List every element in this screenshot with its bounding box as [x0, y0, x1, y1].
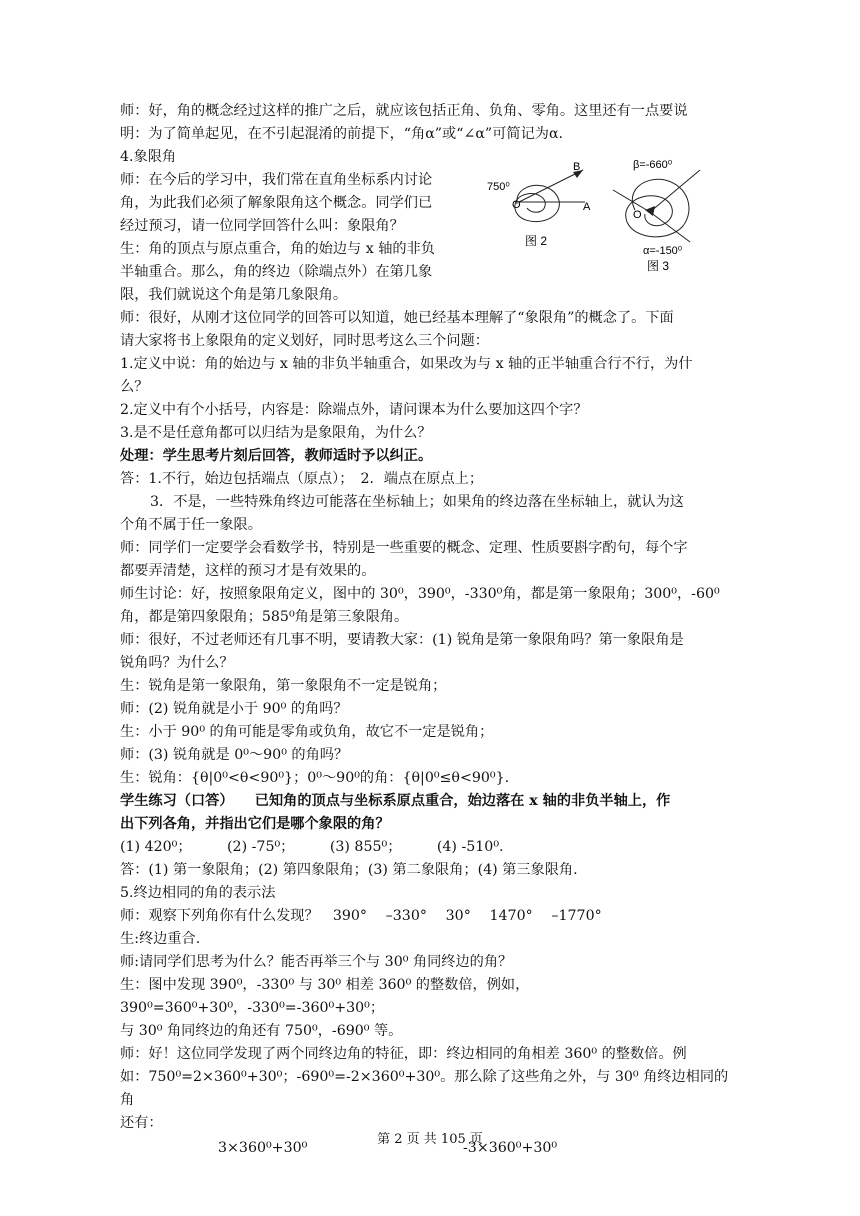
text-line: 生：小于 90⁰ 的角可能是零角或负角，故它不一定是锐角； — [120, 724, 494, 740]
text-line: 个角不属于任一象限。 — [120, 517, 262, 533]
text-line: 师:请同学们思考为什么？能否再举三个与 30⁰ 角同终边的角？ — [120, 954, 513, 970]
text-line: 生：图中发现 390⁰，-330⁰ 与 30⁰ 相差 360⁰ 的整数倍，例如，390⁰=360⁰+30⁰，-330⁰=-360⁰+30⁰； — [120, 977, 530, 1016]
text-line: 限，我们就说这个角是第几象限角。 — [120, 287, 348, 303]
figure-2 — [515, 170, 585, 222]
figure-2-origin-label: O — [512, 199, 521, 211]
text-line: 学生练习（口答） 已知角的顶点与坐标系原点重合，始边落在 x 轴的非负半轴上，作 — [120, 793, 671, 809]
figure-3-origin-label: O — [633, 209, 642, 221]
angle-diagrams — [485, 150, 715, 280]
text-line: 生：锐角：{θ|0⁰<θ<90⁰}；0⁰～90⁰的角：{θ|0⁰≤θ<90⁰}. — [120, 770, 510, 786]
text-line: 么？ — [120, 379, 149, 395]
text-line: 出下列各角，并指出它们是哪个象限的角？ — [120, 816, 390, 832]
text-line: 如：750⁰=2×360⁰+30⁰；-690⁰=-2×360⁰+30⁰。那么除了这些角之外，与 30⁰ 角终边相同的角 — [120, 1069, 729, 1108]
text-line: 师：好！这位同学发现了两个同终边角的特征，即：终边相同的角相差 360⁰ 的整数倍。例 — [120, 1046, 687, 1062]
text-line: (1) 420⁰； (2) -75⁰； (3) 855⁰； (4) -510⁰. — [120, 839, 504, 855]
figure-3 — [613, 170, 700, 242]
text-line: 与 30⁰ 角同终边的角还有 750⁰，-690⁰ 等。 — [120, 1023, 403, 1039]
text-line: 生:终边重合. — [120, 931, 201, 947]
figure-2-point-a-label: A — [583, 201, 591, 213]
text-line: 3．不是，一些特殊角终边可能落在坐标轴上；如果角的终边落在坐标轴上，就认为这 — [150, 494, 684, 510]
figure-2-angle-label: 750⁰ — [487, 181, 510, 193]
text-line: 明：为了简单起见，在不引起混淆的前提下，“角α”或“∠α”可简记为α. — [120, 126, 564, 142]
text-line: 师：观察下列角你有什么发现？ 390° –330° 30° 1470° –1770° — [120, 908, 602, 924]
text-line: 角，为此我们必须了解象限角这个概念。同学们已 — [120, 195, 433, 211]
figure-2-caption: 图 2 — [525, 234, 548, 248]
figure-3-alpha-label: α=-150⁰ — [643, 245, 683, 257]
text-line: 师：(3) 锐角就是 0⁰～90⁰ 的角吗？ — [120, 747, 349, 763]
page-footer: 第 2 页 共 105 页 — [377, 1132, 483, 1147]
figure-3-caption: 图 3 — [647, 259, 670, 273]
text-line: 1.定义中说：角的始边与 x 轴的非负半轴重合，如果改为与 x 轴的正半轴重合行不行，为什 — [120, 356, 693, 372]
section-heading: 5.终边相同的角的表示法 — [120, 885, 276, 901]
text-line: 师：很好，不过老师还有几事不明，要请教大家：(1) 锐角是第一象限角吗？第一象限角是 — [120, 632, 684, 648]
text-line: 半轴重合。那么，角的终边（除端点外）在第几象 — [120, 264, 433, 280]
text-line: 都要弄清楚，这样的预习才是有效果的。 — [120, 563, 376, 579]
text-line: 生：角的顶点与原点重合，角的始边与 x 轴的非负 — [120, 241, 435, 257]
figures — [485, 150, 715, 280]
text-line: 2.定义中有个小括号，内容是：除端点外，请问课本为什么要加这四个字？ — [120, 402, 588, 418]
text-line: 师：同学们一定要学会看数学书，特别是一些重要的概念、定理、性质要斟字酌句，每个字 — [120, 540, 688, 556]
text-line: 经过预习，请一位同学回答什么叫：象限角？ — [120, 218, 404, 234]
expression: 3×360⁰+30⁰ — [218, 1140, 308, 1156]
text-line: 角，都是第四象限角；585⁰角是第三象限角。 — [120, 609, 409, 625]
text-line: 师：(2) 锐角就是小于 90⁰ 的角吗？ — [120, 701, 348, 717]
expression: -3×360⁰+30⁰ — [463, 1140, 558, 1156]
text-line: 3.是不是任意角都可以归结为是象限角，为什么？ — [120, 425, 432, 441]
text-line: 师：很好，从刚才这位同学的回答可以知道，她已经基本理解了“象限角”的概念了。下面 — [120, 310, 674, 326]
text-line: 处理：学生思考片刻后回答，教师适时予以纠正。 — [120, 448, 433, 464]
figure-3-beta-label: β=-660⁰ — [633, 159, 673, 171]
text-line: 请大家将书上象限角的定义划好，同时思考这么三个问题： — [120, 333, 489, 349]
figure-2-point-b-label: B — [573, 161, 581, 173]
section-heading: 4.象限角 — [120, 149, 177, 165]
text-line: 师：好，角的概念经过这样的推广之后，就应该包括正角、负角、零角。这里还有一点要说 — [120, 103, 688, 119]
text-line: 师：在今后的学习中，我们常在直角坐标系内讨论 — [120, 172, 433, 188]
text-line: 锐角吗？为什么？ — [120, 655, 234, 671]
text-line: 还有： — [120, 1115, 163, 1131]
text-line: 答：1.不行，始边包括端点（原点）； 2．端点在原点上； — [120, 471, 484, 487]
text-line: 生：锐角是第一象限角，第一象限角不一定是锐角； — [120, 678, 447, 694]
text-line: 师生讨论：好，按照象限角定义，图中的 30⁰，390⁰，-330⁰角，都是第一象限角；300⁰，-60⁰ — [120, 586, 720, 602]
text-line: 答：(1) 第一象限角；(2) 第四象限角；(3) 第二象限角；(4) 第三象限角. — [120, 862, 578, 878]
